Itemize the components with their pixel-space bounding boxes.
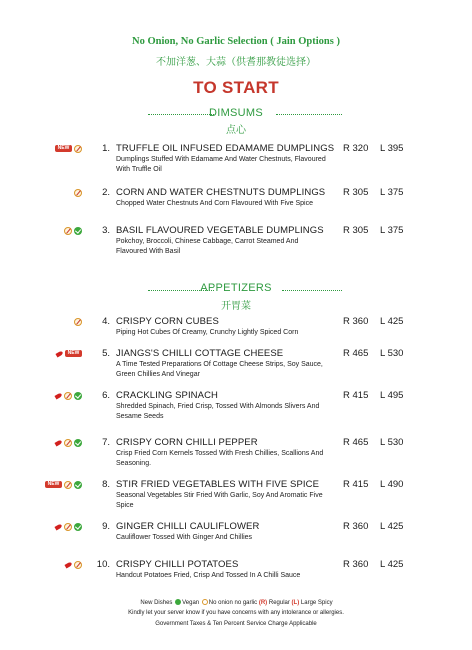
item-number: 10. [96,559,110,570]
chilli-icon [55,351,63,358]
vegan-icon [74,392,82,400]
section-title-dimsums: DIMSUMS [208,107,264,119]
section-title-appetizers-cn: 开胃菜 [221,301,251,312]
item-price-large: L 395 [380,143,404,154]
vegan-icon [175,599,181,605]
item-number: 2. [102,187,110,198]
item-number: 9. [102,521,110,532]
item-price-regular: R 305 [343,225,369,236]
no-onion-garlic-icon [64,439,72,447]
no-onion-garlic-icon [202,599,208,605]
footer-note-taxes: Government Taxes & Ten Percent Service Charge Applicable [155,621,317,627]
no-onion-garlic-icon [64,481,72,489]
footer-legend [0,599,472,606]
item-price-regular: R 320 [343,143,369,154]
vegan-icon [74,523,82,531]
new-badge-icon: NEW [55,145,72,152]
item-description: A Time Tested Preparations Of Cottage Cheese Strips, Soy Sauce, Green Chillies And Vinegar [116,361,323,378]
item-name: STIR FRIED VEGETABLES WITH FIVE SPICE [116,479,320,490]
vegan-icon [74,481,82,489]
item-price-large: L 425 [380,521,404,532]
item-description: Handcut Potatoes Fried, Crisp And Tossed In A Chilli Sauce [116,572,301,579]
legend-regular-mark: (R) [258,600,268,606]
no-onion-garlic-icon [74,145,82,153]
item-icons [42,522,84,534]
item-price-large: L 490 [380,479,404,490]
legend-ng: No onion no garlic [208,600,258,606]
item-number: 7. [102,437,110,448]
item-name: GINGER CHILLI CAULIFLOWER [116,521,260,532]
footer-note-allergy: Kindly let your server know if you have concerns with any intolerance or allergies. [128,610,344,616]
menu-item [0,188,472,228]
menu-item [0,226,472,266]
item-number: 3. [102,225,110,236]
item-price-regular: R 415 [343,390,369,401]
menu-item [0,391,472,431]
item-price-regular: R 465 [343,437,369,448]
header-title-cn: 不加洋葱、大蒜（供耆那教徒选择） [156,57,316,68]
item-price-large: L 530 [380,437,404,448]
no-onion-garlic-icon [74,561,82,569]
legend-regular: Regular [268,600,290,606]
legend-spicy: Spicy [317,600,333,606]
item-price-large: L 375 [380,225,404,236]
item-icons [42,438,84,450]
vegan-icon [74,227,82,235]
item-icons [42,226,84,238]
item-name: CRACKLING SPINACH [116,390,218,401]
header-title-en: No Onion, No Garlic Selection ( Jain Options ) [132,36,340,47]
item-price-large: L 425 [380,316,404,327]
item-number: 6. [102,390,110,401]
item-icons [42,188,84,200]
item-icons [42,144,84,156]
section-title-appetizers: APPETIZERS [200,282,272,294]
item-description: Seasonal Vegetables Stir Fried With Garlic, Soy And Aromatic Five Spice [116,492,323,509]
new-badge-icon: NEW [45,481,62,488]
menu-item [0,349,472,389]
item-description: Crisp Fried Corn Kernels Tossed With Fresh Chillies, Scallions And Seasoning. [116,450,324,467]
legend-large: Large [300,600,317,606]
item-description: Pokchoy, Broccoli, Chinese Cabbage, Carrot Steamed And Flavoured With Basil [116,238,299,255]
item-price-large: L 425 [380,559,404,570]
item-description: Dumplings Stuffed With Edamame And Water Chestnuts, Flavoured With Truffle Oil [116,156,326,173]
vegan-icon [74,439,82,447]
menu-item [0,522,472,562]
course-title: TO START [193,78,279,97]
legend-large-mark: (L) [291,600,300,606]
item-price-large: L 495 [380,390,404,401]
section-title-dimsums-cn: 点心 [226,125,246,136]
no-onion-garlic-icon [64,392,72,400]
menu-item [0,560,472,600]
item-price-regular: R 360 [343,559,369,570]
item-price-regular: R 465 [343,348,369,359]
item-icons [42,480,84,492]
legend-vegan: Vegan [182,600,200,606]
item-icons [42,560,84,572]
item-icons [42,349,84,361]
chilli-icon [64,562,72,569]
item-description: Piping Hot Cubes Of Creamy, Crunchy Lightly Spiced Corn [116,329,299,336]
item-number: 1. [102,143,110,154]
item-name: CRISPY CORN CUBES [116,316,219,327]
item-name: CRISPY CHILLI POTATOES [116,559,239,570]
item-price-large: L 530 [380,348,404,359]
item-icons [42,317,84,329]
legend-new: New Dishes [140,600,173,606]
item-name: TRUFFLE OIL INFUSED EDAMAME DUMPLINGS [116,143,335,154]
chilli-icon [54,393,62,400]
no-onion-garlic-icon [64,227,72,235]
chilli-icon [54,440,62,447]
menu-item [0,144,472,184]
item-name: JIANGS'S CHILLI COTTAGE CHEESE [116,348,284,359]
item-number: 4. [102,316,110,327]
item-price-regular: R 305 [343,187,369,198]
item-description: Shredded Spinach, Fried Crisp, Tossed With Almonds Slivers And Sesame Seeds [116,403,320,420]
item-price-regular: R 415 [343,479,369,490]
item-name: CORN AND WATER CHESTNUTS DUMPLINGS [116,187,326,198]
no-onion-garlic-icon [64,523,72,531]
no-onion-garlic-icon [74,318,82,326]
item-price-regular: R 360 [343,521,369,532]
item-name: CRISPY CORN CHILLI PEPPER [116,437,258,448]
menu-item [0,480,472,520]
menu-item [0,438,472,478]
item-icons [42,391,84,403]
item-description: Chopped Water Chestnuts And Corn Flavoured With Five Spice [116,200,314,207]
item-price-large: L 375 [380,187,404,198]
item-description: Cauliflower Tossed With Ginger And Chillies [116,534,253,541]
item-name: BASIL FLAVOURED VEGETABLE DUMPLINGS [116,225,324,236]
no-onion-garlic-icon [74,189,82,197]
new-badge-icon: NEW [65,350,82,357]
item-number: 5. [102,348,110,359]
item-number: 8. [102,479,110,490]
item-price-regular: R 360 [343,316,369,327]
chilli-icon [54,524,62,531]
